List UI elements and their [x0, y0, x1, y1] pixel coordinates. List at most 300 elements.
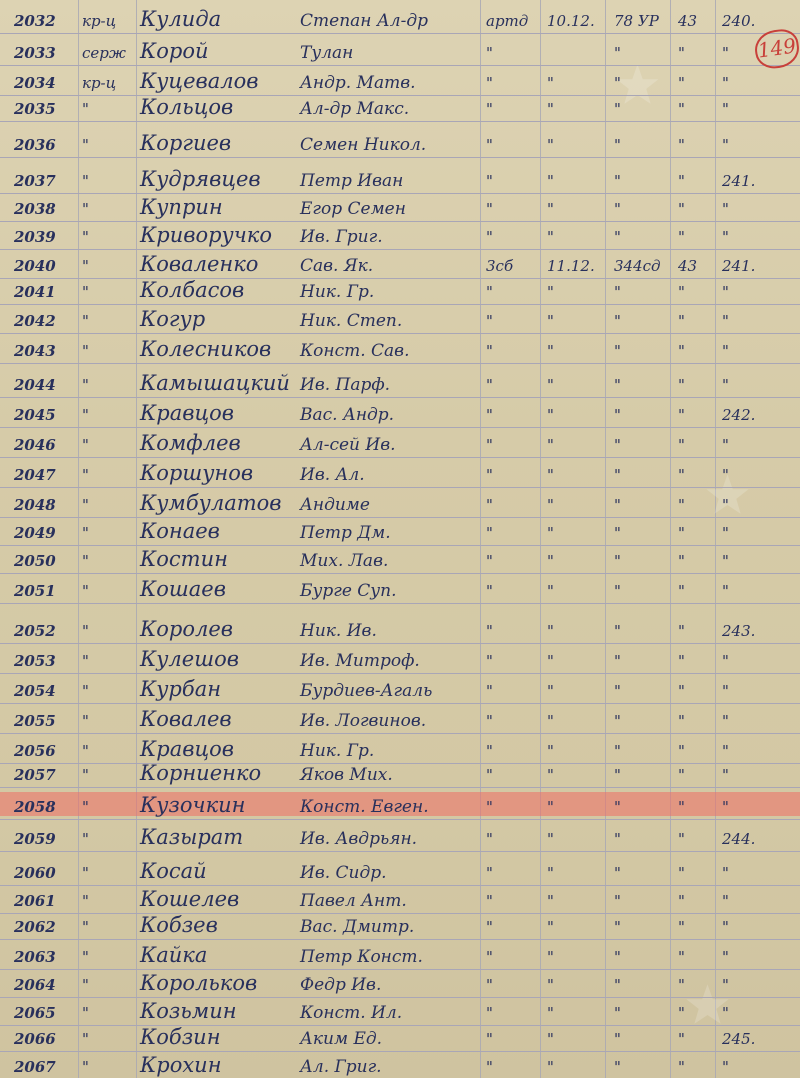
- cell-num: 2054: [14, 682, 56, 700]
- cell-num: 2056: [14, 742, 56, 760]
- table-row: [0, 428, 800, 458]
- cell-num: 2063: [14, 948, 56, 966]
- cell-c2: ": [547, 228, 554, 246]
- cell-c4: ": [678, 312, 685, 330]
- cell-c2: ": [547, 1004, 554, 1022]
- cell-num: 2042: [14, 312, 56, 330]
- cell-c5: ": [722, 136, 729, 154]
- cell-rank: ": [82, 892, 89, 910]
- cell-given: Ив. Митроф.: [300, 651, 420, 671]
- cell-c2: ": [547, 1058, 554, 1076]
- table-row: [0, 220, 800, 250]
- cell-rank: ": [82, 622, 89, 640]
- cell-c4: ": [678, 948, 685, 966]
- cell-num: 2053: [14, 652, 56, 670]
- table-row: [0, 1050, 800, 1078]
- cell-c4: ": [678, 172, 685, 190]
- cell-surname: Крохин: [140, 1053, 222, 1077]
- cell-c2: ": [547, 742, 554, 760]
- cell-c3: 344сд: [614, 257, 661, 275]
- cell-c1: ": [486, 622, 493, 640]
- cell-c3: ": [614, 682, 621, 700]
- cell-c1: артд: [486, 12, 529, 30]
- cell-c3: ": [614, 652, 621, 670]
- cell-c2: ": [547, 496, 554, 514]
- cell-c5: ": [722, 918, 729, 936]
- cell-c4: ": [678, 918, 685, 936]
- cell-num: 2062: [14, 918, 56, 936]
- cell-c3: ": [614, 830, 621, 848]
- cell-c3: ": [614, 864, 621, 882]
- cell-c3: ": [614, 312, 621, 330]
- cell-c1: ": [486, 1004, 493, 1022]
- table-row: [0, 334, 800, 364]
- cell-c4: 43: [678, 12, 698, 30]
- cell-c1: ": [486, 44, 493, 62]
- cell-rank: ": [82, 257, 89, 275]
- cell-c3: ": [614, 496, 621, 514]
- cell-c1: ": [486, 436, 493, 454]
- cell-c2: ": [547, 948, 554, 966]
- cell-given: Степан Ал-др: [300, 11, 428, 31]
- cell-c2: ": [547, 312, 554, 330]
- cell-given: Петр Иван: [300, 171, 404, 191]
- cell-c4: ": [678, 766, 685, 784]
- cell-rank: ": [82, 496, 89, 514]
- cell-c4: ": [678, 283, 685, 301]
- table-row: [0, 544, 800, 574]
- cell-surname: Кобзев: [140, 913, 218, 937]
- cell-c2: ": [547, 466, 554, 484]
- cell-surname: Казырат: [140, 825, 244, 849]
- cell-c1: ": [486, 200, 493, 218]
- cell-rank: ": [82, 830, 89, 848]
- cell-rank: ": [82, 682, 89, 700]
- cell-c5: ": [722, 798, 729, 816]
- cell-c1: ": [486, 1030, 493, 1048]
- cell-surname: Кошаев: [140, 577, 226, 601]
- cell-c1: ": [486, 830, 493, 848]
- cell-rank: ": [82, 798, 89, 816]
- cell-surname: Косай: [140, 859, 207, 883]
- cell-c4: ": [678, 864, 685, 882]
- cell-c5: 241.: [722, 257, 756, 275]
- cell-rank: ": [82, 524, 89, 542]
- cell-c1: ": [486, 228, 493, 246]
- cell-c4: ": [678, 496, 685, 514]
- cell-num: 2048: [14, 496, 56, 514]
- cell-surname: Комфлев: [140, 431, 241, 455]
- cell-c3: ": [614, 74, 621, 92]
- cell-c2: ": [547, 976, 554, 994]
- table-row: [0, 458, 800, 488]
- table-row: [0, 128, 800, 158]
- cell-c3: ": [614, 948, 621, 966]
- table-row: [0, 614, 800, 644]
- cell-surname: Коваленко: [140, 252, 259, 276]
- cell-rank: ": [82, 742, 89, 760]
- cell-c3: ": [614, 742, 621, 760]
- table-row: [0, 275, 800, 305]
- cell-given: Вас. Андр.: [300, 405, 395, 425]
- cell-num: 2052: [14, 622, 56, 640]
- cell-given: Вас. Дмитр.: [300, 917, 415, 937]
- cell-c1: ": [486, 682, 493, 700]
- cell-c5: ": [722, 864, 729, 882]
- cell-rank: ": [82, 712, 89, 730]
- cell-c4: ": [678, 1030, 685, 1048]
- cell-c4: ": [678, 524, 685, 542]
- cell-c1: ": [486, 406, 493, 424]
- cell-given: Ник. Степ.: [300, 311, 403, 331]
- cell-c1: ": [486, 342, 493, 360]
- cell-num: 2038: [14, 200, 56, 218]
- cell-given: Семен Никол.: [300, 135, 427, 155]
- cell-c1: ": [486, 496, 493, 514]
- cell-num: 2066: [14, 1030, 56, 1048]
- cell-rank: ": [82, 766, 89, 784]
- cell-num: 2055: [14, 712, 56, 730]
- cell-rank: ": [82, 136, 89, 154]
- cell-c3: ": [614, 406, 621, 424]
- cell-c4: ": [678, 742, 685, 760]
- cell-c1: ": [486, 712, 493, 730]
- cell-surname: Кравцов: [140, 401, 234, 425]
- table-row: [0, 92, 800, 122]
- table-row: [0, 940, 800, 970]
- cell-c3: ": [614, 918, 621, 936]
- cell-c5: ": [722, 312, 729, 330]
- cell-num: 2058: [14, 798, 56, 816]
- cell-rank: ": [82, 228, 89, 246]
- table-row: [0, 574, 800, 604]
- cell-c2: ": [547, 283, 554, 301]
- cell-rank: ": [82, 342, 89, 360]
- cell-c5: 245.: [722, 1030, 756, 1048]
- cell-rank: ": [82, 200, 89, 218]
- cell-rank: ": [82, 918, 89, 936]
- cell-c1: ": [486, 948, 493, 966]
- cell-num: 2046: [14, 436, 56, 454]
- cell-c3: ": [614, 622, 621, 640]
- cell-surname: Корольков: [140, 971, 258, 995]
- cell-num: 2041: [14, 283, 56, 301]
- cell-c2: ": [547, 1030, 554, 1048]
- cell-num: 2061: [14, 892, 56, 910]
- cell-num: 2049: [14, 524, 56, 542]
- cell-c3: ": [614, 466, 621, 484]
- table-row: [0, 368, 800, 398]
- cell-c3: ": [614, 172, 621, 190]
- cell-c5: ": [722, 376, 729, 394]
- cell-c3: ": [614, 136, 621, 154]
- cell-c5: ": [722, 342, 729, 360]
- cell-c1: ": [486, 524, 493, 542]
- cell-c4: ": [678, 44, 685, 62]
- cell-c3: ": [614, 798, 621, 816]
- cell-c4: ": [678, 376, 685, 394]
- cell-c5: ": [722, 552, 729, 570]
- table-row: [0, 164, 800, 194]
- cell-given: Тулан: [300, 43, 354, 63]
- cell-given: Егор Семен: [300, 199, 406, 219]
- table-row: [0, 822, 800, 852]
- cell-c4: ": [678, 798, 685, 816]
- cell-c5: ": [722, 200, 729, 218]
- cell-rank: ": [82, 436, 89, 454]
- cell-c2: ": [547, 136, 554, 154]
- cell-c1: ": [486, 376, 493, 394]
- page-number-stamp: 149: [753, 27, 800, 71]
- cell-num: 2051: [14, 582, 56, 600]
- cell-c5: ": [722, 436, 729, 454]
- cell-given: Ив. Сидр.: [300, 863, 387, 883]
- cell-num: 2039: [14, 228, 56, 246]
- cell-given: Конст. Евген.: [300, 797, 429, 817]
- cell-c2: 10.12.: [547, 12, 595, 30]
- cell-num: 2057: [14, 766, 56, 784]
- cell-rank: кр-ц: [82, 12, 117, 30]
- cell-c4: ": [678, 74, 685, 92]
- cell-c2: ": [547, 100, 554, 118]
- cell-c2: ": [547, 864, 554, 882]
- cell-c5: ": [722, 976, 729, 994]
- cell-c3: ": [614, 44, 621, 62]
- cell-c2: ": [547, 830, 554, 848]
- table-row: [0, 1022, 800, 1052]
- cell-surname: Кайка: [140, 943, 208, 967]
- cell-rank: ": [82, 948, 89, 966]
- table-row: [0, 4, 800, 34]
- cell-rank: кр-ц: [82, 74, 117, 92]
- cell-c5: 243.: [722, 622, 756, 640]
- cell-c5: 240.: [722, 12, 756, 30]
- cell-c3: ": [614, 582, 621, 600]
- cell-c4: ": [678, 582, 685, 600]
- cell-surname: Костин: [140, 547, 228, 571]
- cell-rank: серж: [82, 44, 126, 62]
- cell-rank: ": [82, 652, 89, 670]
- cell-surname: Камышацкий: [140, 371, 290, 395]
- cell-num: 2037: [14, 172, 56, 190]
- cell-c5: ": [722, 892, 729, 910]
- cell-c5: ": [722, 682, 729, 700]
- cell-c1: ": [486, 74, 493, 92]
- cell-surname: Кравцов: [140, 737, 234, 761]
- table-row: [0, 36, 800, 66]
- cell-surname: Коршунов: [140, 461, 254, 485]
- cell-surname: Криворучко: [140, 223, 272, 247]
- cell-rank: ": [82, 976, 89, 994]
- cell-c2: ": [547, 552, 554, 570]
- cell-surname: Кулида: [140, 7, 222, 31]
- cell-c3: ": [614, 228, 621, 246]
- cell-c1: ": [486, 582, 493, 600]
- cell-surname: Козьмин: [140, 999, 237, 1023]
- cell-given: Конст. Ил.: [300, 1003, 403, 1023]
- cell-rank: ": [82, 376, 89, 394]
- cell-rank: ": [82, 582, 89, 600]
- cell-c5: ": [722, 496, 729, 514]
- cell-c2: ": [547, 406, 554, 424]
- table-row: [0, 516, 800, 546]
- cell-c5: ": [722, 228, 729, 246]
- cell-given: Андр. Матв.: [300, 73, 416, 93]
- cell-num: 2060: [14, 864, 56, 882]
- cell-c3: ": [614, 712, 621, 730]
- cell-c3: ": [614, 376, 621, 394]
- cell-rank: ": [82, 283, 89, 301]
- cell-rank: ": [82, 406, 89, 424]
- cell-num: 2045: [14, 406, 56, 424]
- cell-c2: ": [547, 766, 554, 784]
- cell-c3: ": [614, 1004, 621, 1022]
- cell-c2: ": [547, 712, 554, 730]
- cell-c3: ": [614, 436, 621, 454]
- cell-c2: ": [547, 652, 554, 670]
- cell-c5: ": [722, 283, 729, 301]
- table-row: [0, 644, 800, 674]
- cell-rank: ": [82, 100, 89, 118]
- cell-c3: ": [614, 552, 621, 570]
- cell-c1: ": [486, 136, 493, 154]
- cell-given: Сав. Як.: [300, 256, 374, 276]
- cell-surname: Куприн: [140, 195, 223, 219]
- cell-c4: ": [678, 552, 685, 570]
- cell-c1: ": [486, 766, 493, 784]
- cell-surname: Корниенко: [140, 761, 262, 785]
- cell-c4: ": [678, 892, 685, 910]
- cell-c5: ": [722, 1058, 729, 1076]
- cell-surname: Куцевалов: [140, 69, 259, 93]
- cell-rank: ": [82, 172, 89, 190]
- cell-c4: ": [678, 228, 685, 246]
- cell-c5: 241.: [722, 172, 756, 190]
- cell-num: 2059: [14, 830, 56, 848]
- cell-c3: ": [614, 892, 621, 910]
- cell-c4: ": [678, 136, 685, 154]
- cell-c4: ": [678, 976, 685, 994]
- cell-c1: ": [486, 312, 493, 330]
- cell-c4: ": [678, 1058, 685, 1076]
- cell-num: 2034: [14, 74, 56, 92]
- cell-c4: 43: [678, 257, 698, 275]
- cell-c2: ": [547, 524, 554, 542]
- cell-c2: ": [547, 74, 554, 92]
- cell-c1: ": [486, 1058, 493, 1076]
- table-row: [0, 790, 800, 820]
- cell-rank: ": [82, 312, 89, 330]
- cell-num: 2040: [14, 257, 56, 275]
- cell-c4: ": [678, 622, 685, 640]
- cell-c2: ": [547, 200, 554, 218]
- cell-surname: Кудрявцев: [140, 167, 261, 191]
- cell-c2: ": [547, 376, 554, 394]
- cell-given: Ник. Гр.: [300, 282, 375, 302]
- cell-num: 2067: [14, 1058, 56, 1076]
- cell-num: 2035: [14, 100, 56, 118]
- table-row: [0, 304, 800, 334]
- cell-c5: ": [722, 44, 729, 62]
- cell-c2: ": [547, 436, 554, 454]
- table-row: [0, 968, 800, 998]
- cell-surname: Кулешов: [140, 647, 239, 671]
- table-row: [0, 704, 800, 734]
- cell-c3: ": [614, 1058, 621, 1076]
- cell-rank: ": [82, 1058, 89, 1076]
- cell-c5: ": [722, 652, 729, 670]
- cell-c3: ": [614, 1030, 621, 1048]
- cell-c4: ": [678, 342, 685, 360]
- cell-given: Ник. Гр.: [300, 741, 375, 761]
- cell-surname: Кузочкин: [140, 793, 246, 817]
- cell-num: 2036: [14, 136, 56, 154]
- cell-c5: ": [722, 524, 729, 542]
- cell-given: Ал. Григ.: [300, 1057, 382, 1077]
- cell-surname: Колесников: [140, 337, 272, 361]
- cell-num: 2033: [14, 44, 56, 62]
- cell-c1: ": [486, 976, 493, 994]
- cell-given: Ал-сей Ив.: [300, 435, 396, 455]
- cell-c1: ": [486, 466, 493, 484]
- cell-c2: ": [547, 622, 554, 640]
- cell-rank: ": [82, 864, 89, 882]
- table-row: [0, 674, 800, 704]
- cell-surname: Корой: [140, 39, 209, 63]
- cell-c5: ": [722, 582, 729, 600]
- cell-c2: ": [547, 172, 554, 190]
- table-row: [0, 192, 800, 222]
- cell-given: Бурдиев-Агаль: [300, 681, 433, 701]
- cell-given: Ив. Парф.: [300, 375, 391, 395]
- cell-given: Павел Ант.: [300, 891, 407, 911]
- cell-c5: ": [722, 100, 729, 118]
- cell-given: Мих. Лав.: [300, 551, 389, 571]
- cell-c4: ": [678, 682, 685, 700]
- cell-given: Ив. Логвинов.: [300, 711, 427, 731]
- cell-surname: Колбасов: [140, 278, 245, 302]
- cell-c5: ": [722, 742, 729, 760]
- cell-c2: ": [547, 892, 554, 910]
- cell-c5: ": [722, 74, 729, 92]
- cell-c1: ": [486, 864, 493, 882]
- cell-given: Федр Ив.: [300, 975, 382, 995]
- cell-c1: ": [486, 918, 493, 936]
- cell-num: 2050: [14, 552, 56, 570]
- cell-c1: ": [486, 100, 493, 118]
- cell-c3: ": [614, 976, 621, 994]
- cell-c2: ": [547, 582, 554, 600]
- cell-c4: ": [678, 712, 685, 730]
- cell-c5: 242.: [722, 406, 756, 424]
- cell-c2: ": [547, 798, 554, 816]
- cell-c4: ": [678, 1004, 685, 1022]
- cell-rank: ": [82, 466, 89, 484]
- table-row: [0, 488, 800, 518]
- cell-c4: ": [678, 100, 685, 118]
- cell-rank: ": [82, 552, 89, 570]
- cell-c2: ": [547, 342, 554, 360]
- cell-surname: Коргиев: [140, 131, 232, 155]
- cell-given: Яков Мих.: [300, 765, 393, 785]
- cell-surname: Кобзин: [140, 1025, 221, 1049]
- cell-c1: ": [486, 742, 493, 760]
- cell-num: 2065: [14, 1004, 56, 1022]
- cell-c5: 244.: [722, 830, 756, 848]
- cell-given: Ал-др Макс.: [300, 99, 410, 119]
- cell-surname: Ковалев: [140, 707, 232, 731]
- cell-given: Андиме: [300, 495, 370, 515]
